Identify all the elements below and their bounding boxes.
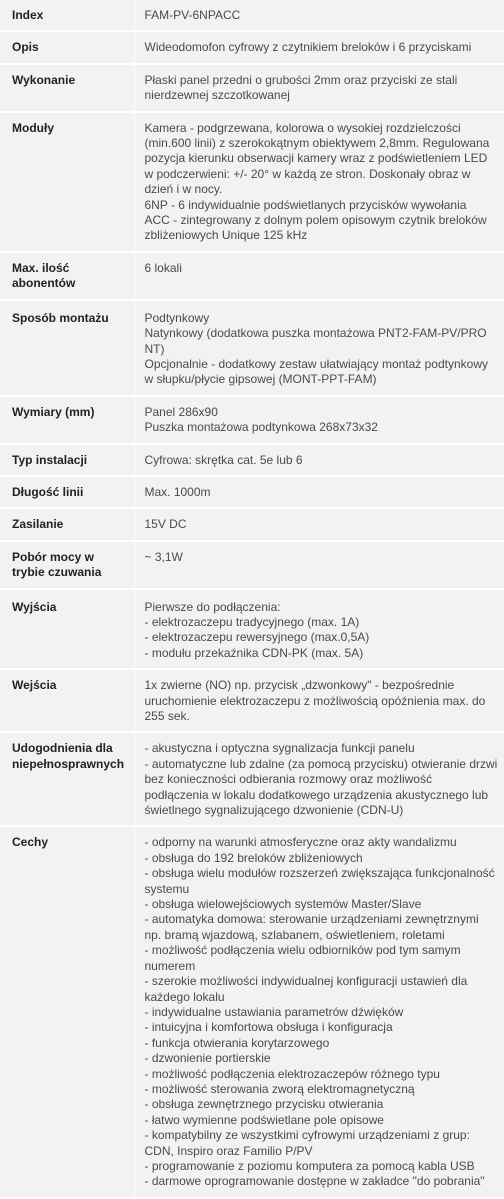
spec-label: Opis: [0, 31, 134, 63]
spec-value-line: - funkcja otwierania korytarzowego: [144, 1035, 330, 1050]
spec-value-line: Natynkowy (dodatkowa puszka montażowa PNT2-FAM-PV/PRO NT): [144, 326, 487, 356]
spec-row: [0, 64, 504, 112]
spec-value-line: - akustyczna i optyczna sygnalizacja funkcji panelu: [144, 741, 415, 756]
spec-value-line: 15V DC: [144, 517, 187, 532]
spec-value-line: Podtynkowy: [144, 310, 210, 325]
spec-value-line: - programowanie z poziomu komputera za pomocą kabla USB: [144, 1158, 475, 1173]
spec-value-line: 6 lokali: [144, 260, 182, 275]
spec-row: [0, 0, 504, 31]
spec-value-line: Max. 1000m: [144, 484, 211, 499]
spec-value-line: ~ 3,1W: [144, 549, 183, 564]
spec-row: [0, 826, 504, 1197]
spec-value-line: - obsługa wielowejściowych systemów Master/Slave: [144, 897, 422, 912]
spec-row: [0, 589, 504, 670]
spec-label: Cechy: [0, 826, 134, 1197]
spec-value-line: Puszka montażowa podtynkowa 268x73x32: [144, 420, 378, 435]
spec-value-line: Wideodomofon cyfrowy z czytnikiem breloków i 6 przyciskami: [144, 40, 472, 55]
spec-value-line: 1x zwierne (NO) np. przycisk „dzwonkowy" - bezpośrednie uruchomienie elektrozaczepu z możliwością opóźnienia max. do 255 sek.: [144, 678, 486, 723]
spec-value-line: Panel 286x90: [144, 404, 218, 419]
spec-row: [0, 112, 504, 252]
spec-value-line: - automatyka domowa: sterowanie urządzeniami zewnętrznymi np. bramą wjazdową, szlabanem, oświetleniem, roletami: [144, 912, 479, 942]
spec-row: [0, 508, 504, 540]
spec-row: [0, 541, 504, 589]
spec-value: [134, 589, 504, 670]
spec-value-line: - obsługa wielu modułów rozszerzeń zwiększająca funkcjonalność systemu: [144, 866, 495, 896]
spec-row: [0, 669, 504, 732]
spec-label: Max. ilość abonentów: [0, 252, 134, 300]
spec-value: [134, 508, 504, 540]
spec-value-line: - możliwość podłączenia elektrozaczepów różnego typu: [144, 1066, 440, 1081]
spec-label: Wejścia: [0, 669, 134, 732]
spec-value: [134, 252, 504, 300]
spec-value-line: - modułu przekaźnika CDN-PK (max. 5A): [144, 645, 364, 660]
spec-value-line: - odporny na warunki atmosferyczne oraz akty wandalizmu: [144, 835, 457, 850]
spec-value-line: Cyfrowa: skrętka cat. 5e lub 6: [144, 452, 303, 467]
spec-label: Moduły: [0, 112, 134, 252]
spec-value: [134, 732, 504, 826]
spec-value: [134, 669, 504, 732]
spec-value-line: Kamera - podgrzewana, kolorowa o wysokiej rozdzielczości (min.600 linii) z szerokokątnym obiektywem 2,8mm. Regulowana pozycja kierunku obserwacji kamery wraz z podświetleniem LED w podczerwieni: +/- 20° w każdą ze stron. Doskonały obraz w dzień i w nocy.: [144, 120, 490, 197]
spec-label: Index: [0, 0, 134, 31]
spec-value-line: - elektrozaczepu rewersyjnego (max.0,5A): [144, 630, 370, 645]
spec-value-line: - dzwonienie portierskie: [144, 1051, 271, 1066]
spec-value-line: - możliwość podłączenia wielu odbiorników pod tym samym numerem: [144, 943, 461, 973]
spec-value-line: - elektrozaczepu tradycyjnego (max. 1A): [144, 614, 360, 629]
spec-value: [134, 396, 504, 444]
spec-label: Zasilanie: [0, 508, 134, 540]
spec-row: [0, 396, 504, 444]
spec-value: [134, 112, 504, 252]
spec-label: Długość linii: [0, 476, 134, 508]
spec-value-line: - szerokie możliwości indywidualnej konfiguracji ustawień dla każdego lokalu: [144, 974, 468, 1004]
spec-label: Udogodnienia dla niepełnosprawnych: [0, 732, 134, 826]
spec-value: [134, 31, 504, 63]
spec-value-line: - łatwo wymienne podświetlane pole opisowe: [144, 1112, 384, 1127]
spec-value-line: - obsługa do 192 breloków zbliżeniowych: [144, 850, 363, 865]
spec-row: [0, 31, 504, 63]
spec-value-line: 6NP - 6 indywidualnie podświetlanych przycisków wywołania: [144, 197, 467, 212]
spec-label: Pobór mocy w trybie czuwania: [0, 541, 134, 589]
spec-value: [134, 541, 504, 589]
spec-value-line: - darmowe oprogramowanie dostępne w zakładce "do pobrania": [144, 1174, 485, 1189]
spec-value-line: - kompatybilny ze wszystkimi cyfrowymi urządzeniami z grup: CDN, Inspiro oraz Familio P/PV: [144, 1128, 470, 1158]
spec-label: Wyjścia: [0, 589, 134, 670]
spec-value-line: - obsługa zewnętrznego przycisku otwierania: [144, 1097, 384, 1112]
spec-value-line: FAM-PV-6NPACC: [144, 8, 241, 22]
spec-row: [0, 300, 504, 396]
spec-value-line: - indywidualne ustawiania parametrów dźwięków: [144, 1004, 404, 1019]
spec-value-line: ACC - zintegrowany z dolnym polem opisowym czytnik breloków zbliżeniowych Unique 125 kHz: [144, 213, 487, 243]
spec-value: [134, 476, 504, 508]
spec-value-line: Opcjonalnie - dodatkowy zestaw ułatwiający montaż podtynkowy w słupku/płycie gipsowej (MONT-PPT-FAM): [144, 356, 489, 387]
spec-label: Typ instalacji: [0, 444, 134, 476]
spec-label: Wykonanie: [0, 64, 134, 112]
spec-value: [134, 826, 504, 1197]
spec-value-line: Płaski panel przedni o grubości 2mm oraz przyciski ze stali nierdzewnej szczotkowanej: [144, 72, 458, 103]
spec-label: Sposób montażu: [0, 300, 134, 396]
spec-row: [0, 444, 504, 476]
spec-value-line: - intuicyjna i komfortowa obsługa i konfiguracja: [144, 1020, 393, 1035]
spec-label: Wymiary (mm): [0, 396, 134, 444]
spec-row: [0, 252, 504, 300]
spec-row: [0, 732, 504, 826]
spec-row: [0, 476, 504, 508]
spec-value: [134, 300, 504, 396]
spec-value-line: - możliwość sterowania zworą elektromagnetyczną: [144, 1081, 415, 1096]
spec-value-line: - automatyczne lub zdalne (za pomocą przycisku) otwieranie drzwi bez konieczności odbierania rozmowy oraz możliwość podłączenia w lokalu dodatkowego urządzenia akustycznego lub świetlnego sygnalizującego dzwonienie (CDN-U): [144, 756, 498, 818]
spec-value-line: Pierwsze do podłączenia:: [144, 599, 281, 614]
spec-value: [134, 444, 504, 476]
spec-value: [134, 64, 504, 112]
spec-value: [134, 0, 504, 31]
